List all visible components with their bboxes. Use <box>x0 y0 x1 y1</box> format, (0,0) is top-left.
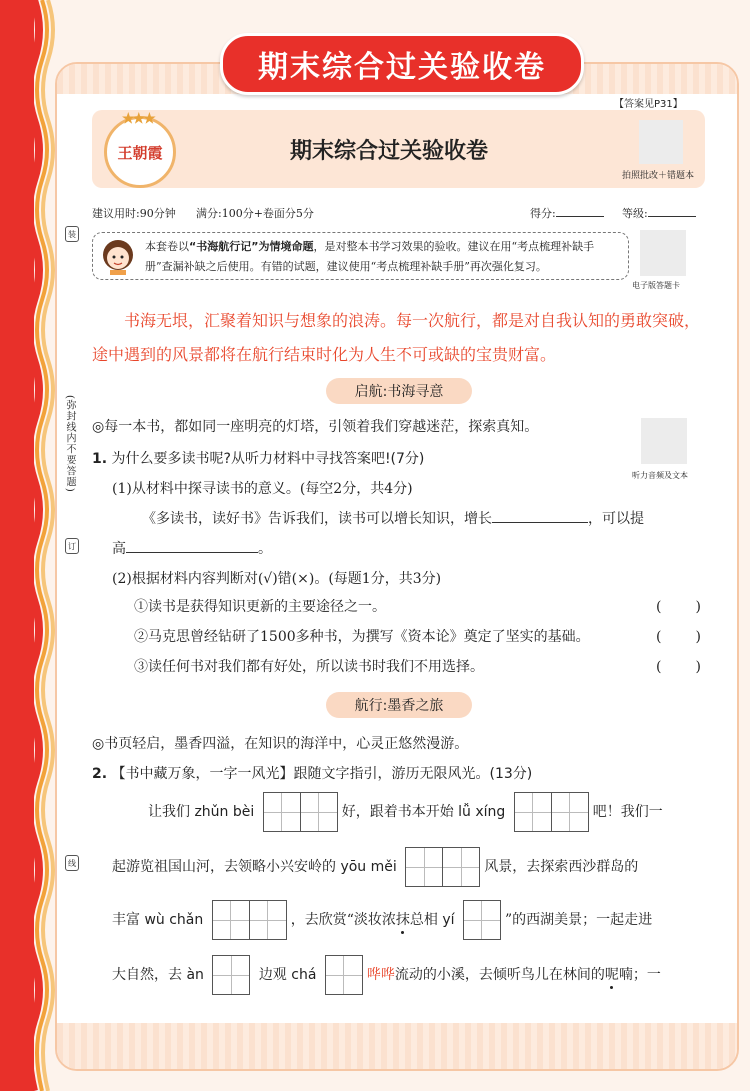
question-2 <box>92 763 532 785</box>
score-label: 得分: <box>530 207 556 220</box>
line-text: 边观 <box>258 967 287 983</box>
fill-text: 。 <box>258 541 272 557</box>
intro-paragraph: 书海无垠，汇聚着知识与想象的浪涛。每一次航行，都是对自我认知的勇敢突破，途中遇到的风景都将在航行结束时化为人生不可或缺的宝贵财富。 <box>92 311 701 364</box>
line-text: 风景，去探索西沙群岛的 <box>484 859 639 875</box>
line-text: 总相 <box>409 912 438 928</box>
answer-reference: 【答案见P31】 <box>614 99 683 110</box>
dotted-char: 呢 <box>604 967 619 983</box>
question-text: 【书中藏万象，一字一风光】跟随文字指引，游历无限风光。(13分) <box>111 766 533 782</box>
dotted-char: 抹 <box>395 912 410 928</box>
grade-field <box>622 205 696 221</box>
answer-sheet-caption: 电子版答题卡 <box>632 281 680 290</box>
answer-sheet-qr-icon[interactable] <box>640 230 686 276</box>
pinyin: chá <box>291 967 317 983</box>
grade-line[interactable] <box>648 205 696 217</box>
question-text: 为什么要多读书呢?从听力材料中寻找答案吧!(7分) <box>111 451 425 467</box>
line-text: 喃；一 <box>618 967 661 983</box>
line-text: ”的西湖美景；一起走进 <box>504 912 653 928</box>
brand-logo <box>104 111 176 188</box>
line-text: 吧！我们一 <box>592 804 663 820</box>
line-text: 让我们 <box>148 804 190 820</box>
notice-text <box>145 237 621 277</box>
question-number: 2. <box>92 766 108 782</box>
char-grid[interactable] <box>263 792 338 832</box>
pinyin: lǚ xíng <box>458 804 506 820</box>
fill-line-2 <box>112 538 272 560</box>
highlight-text: 哗哗 <box>366 967 395 983</box>
page-title: 期末综合过关验收卷 <box>290 139 489 164</box>
char-grid[interactable] <box>514 792 589 832</box>
seal-icon: 订 <box>65 538 79 554</box>
audio-caption: 听力音频及文本 <box>632 471 688 480</box>
sub-question-2: (2)根据材料内容判断对(√)错(×)。(每题1分，共3分) <box>112 571 442 587</box>
fill-text: ，可以提 <box>588 511 644 527</box>
judge-answer-box[interactable]: ( ) <box>656 629 703 645</box>
judge-item: ①读书是获得知识更新的主要途径之一。 <box>134 599 386 615</box>
suggested-time: 建议用时:90分钟 <box>92 207 176 220</box>
logo-text: 王朝霞 <box>117 143 163 162</box>
line-text: 大自然，去 <box>112 967 182 983</box>
full-score: 满分:100分+卷面分5分 <box>196 207 314 220</box>
section-title: 启航:书海寻意 <box>326 378 472 404</box>
qr-caption: 拍照批改＋错题本 <box>622 171 695 181</box>
fill-line-1 <box>142 508 644 530</box>
fill-text: 《多读书，读好书》告诉我们，读书可以增长知识，增长 <box>142 511 492 527</box>
seal-icon: 装 <box>65 226 79 242</box>
qr-code-icon[interactable] <box>639 120 683 164</box>
pinyin: àn <box>186 967 204 983</box>
judge-item: ②马克思曾经钻研了1500多种书，为撰写《资本论》奠定了坚实的基础。 <box>134 629 590 645</box>
question-number: 1. <box>92 451 108 467</box>
line-text: 起游览祖国山河，去领略小兴安岭的 <box>112 859 336 875</box>
judge-answer-box[interactable]: ( ) <box>656 599 703 615</box>
char-grid[interactable] <box>463 900 501 940</box>
line-text: ，去欣赏“淡妆浓 <box>290 912 396 928</box>
notice-post: ，是对整本书学习效果的验收。建议在用“考点梳理补缺手册”查漏补缺之后使用。有错的试题，建议使用“考点梳理补缺手册”再次强化复习。 <box>145 240 595 273</box>
bottom-strip <box>57 1023 737 1069</box>
pinyin: yōu měi <box>340 859 397 875</box>
notice-bold: “书海航行记”为情境命题 <box>189 240 314 253</box>
header-box <box>92 110 705 188</box>
answer-blank[interactable] <box>492 522 588 523</box>
notice-box <box>92 232 629 280</box>
seal-icon: 线 <box>65 855 79 871</box>
fill-text: 高 <box>112 541 126 557</box>
score-field <box>530 205 604 221</box>
score-line[interactable] <box>556 205 604 217</box>
crown-icon: ★★★ <box>122 111 154 127</box>
judge-item: ③读任何书对我们都有好处，所以读书时我们不用选择。 <box>134 659 484 675</box>
pinyin: wù chǎn <box>144 912 204 928</box>
char-grid[interactable] <box>212 900 287 940</box>
notice-pre: 本套卷以 <box>145 240 189 253</box>
section-title: 航行:墨香之旅 <box>326 692 472 718</box>
line-text: 好，跟着书本开始 <box>341 804 454 820</box>
judge-answer-box[interactable]: ( ) <box>656 659 703 675</box>
grade-label: 等级: <box>622 207 648 220</box>
section-lead: ◎每一本书，都如同一座明亮的灯塔，引领着我们穿越迷茫，探索真知。 <box>92 419 539 435</box>
char-grid[interactable] <box>405 847 480 887</box>
banner-title: 期末综合过关验收卷 <box>220 33 584 95</box>
pinyin: yí <box>442 912 455 928</box>
girl-avatar-icon <box>99 237 137 275</box>
pinyin-line-4 <box>112 955 661 995</box>
char-grid[interactable] <box>325 955 363 995</box>
section-lead: ◎书页轻启，墨香四溢，在知识的海洋中，心灵正悠然漫游。 <box>92 736 469 752</box>
char-grid[interactable] <box>212 955 250 995</box>
line-text: 流动的小溪，去倾听鸟儿在林间的 <box>394 967 605 983</box>
sub-question-1: (1)从材料中探寻读书的意义。(每空2分，共4分) <box>112 481 413 497</box>
pinyin-line-3 <box>112 900 652 940</box>
seal-line-label: (弥封线内不要答题) <box>64 395 75 493</box>
pinyin: zhǔn bèi <box>194 804 255 820</box>
line-text: 丰富 <box>112 912 140 928</box>
audio-qr-icon[interactable] <box>641 418 687 464</box>
question-1 <box>92 448 424 470</box>
pinyin-line-2 <box>112 847 638 887</box>
answer-blank[interactable] <box>126 552 258 553</box>
pinyin-line-1 <box>148 792 663 832</box>
